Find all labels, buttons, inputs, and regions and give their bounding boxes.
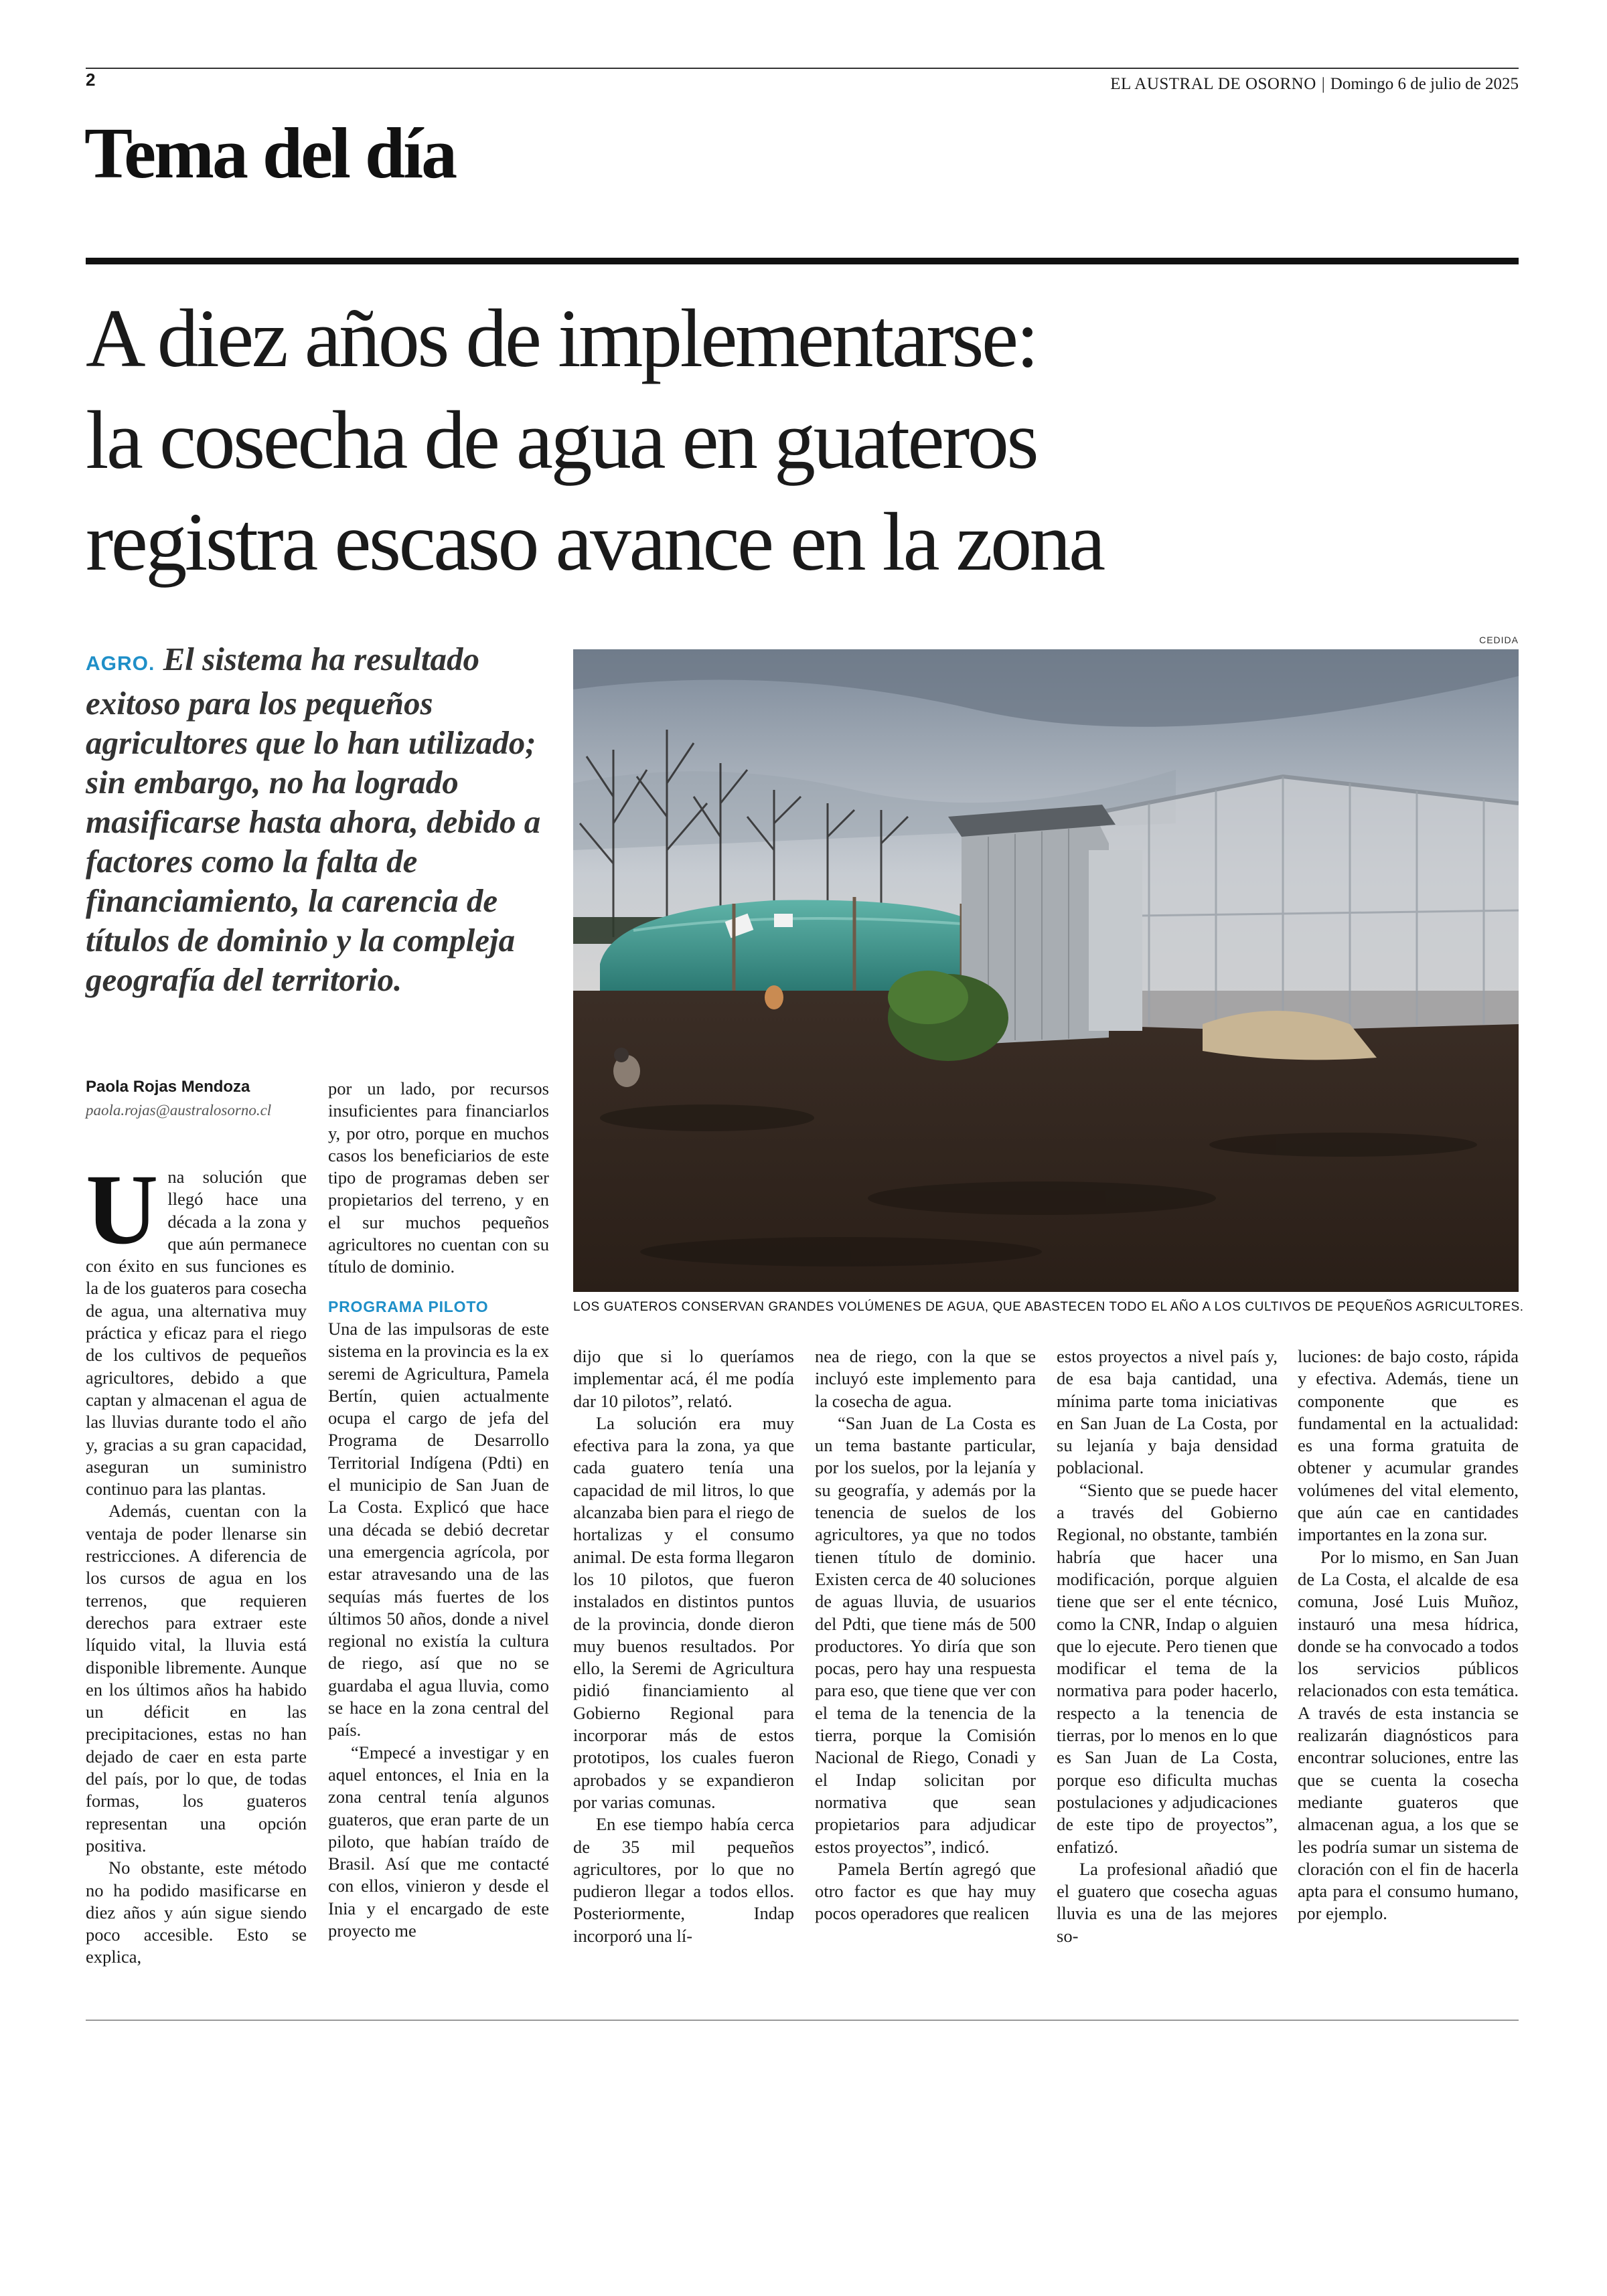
body-column-4 bbox=[815, 1345, 1036, 1925]
masthead-separator: | bbox=[1321, 75, 1325, 93]
photo-credit: CEDIDA bbox=[1479, 635, 1519, 645]
masthead bbox=[1110, 75, 1519, 94]
paper-name: EL AUSTRAL DE OSORNO bbox=[1110, 75, 1316, 93]
body-paragraph: La profesional añadió que el guatero que cosecha aguas lluvia es una de las mejores so- bbox=[1057, 1858, 1278, 1946]
greenhouse-photo-illustration bbox=[573, 649, 1519, 1292]
body-paragraph: Pamela Bertín agregó que otro factor es que hay muy pocos operadores que realicen bbox=[815, 1858, 1036, 1924]
body-column-6 bbox=[1298, 1345, 1519, 1925]
section-rule bbox=[86, 258, 1519, 264]
lead-paragraph bbox=[86, 639, 548, 999]
lead-text: El sistema ha resultado exitoso para los pequeños agricultores que lo han utilizado; sin embargo, no ha logrado masificarse hasta ahora, debido a factores como la falta de financiamiento, la carencia de títulos de dominio y la compleja geografía del territorio. bbox=[86, 641, 541, 998]
article-photo bbox=[573, 649, 1519, 1292]
headline-line-2: la cosecha de agua en guateros bbox=[86, 394, 1037, 486]
body-paragraph: Además, cuentan con la ventaja de poder llenarse sin restricciones. A diferencia de los cursos de agua en los terrenos, que requieren derechos para extraer este líquido vital, la lluvia está disponible libremente. Aunque en los últimos años ha habido un déficit en las precipitaciones, estas no han dejado de caer en esta parte del país, por lo que, de todas formas, los guateros representan una opción positiva. bbox=[86, 1501, 307, 1856]
bottom-rule bbox=[86, 2020, 1519, 2021]
byline bbox=[86, 1078, 313, 1119]
drop-cap: U bbox=[86, 1154, 159, 1265]
body-paragraph: nea de riego, con la que se incluyó este implemento para la cosecha de agua. bbox=[815, 1346, 1036, 1411]
body-paragraph: Una de las impulsoras de este sistema en la provincia es la ex seremi de Agricultura, Pamela Bertín, quien actualmente ocupa el cargo de jefa del Programa de Desarrollo Territorial Indígena (Pdti) en el municipio de San Juan de La Costa. Explicó que hace una década se debió decretar una emergencia agrícola, por estar atravesando una de las sequías más fuertes de los últimos 50 años, donde a nivel regional no existía la cultura de riego, así que no se guardaba el agua lluvia, como se hace en la zona central del país. bbox=[328, 1318, 549, 1740]
body-paragraph: Por lo mismo, en San Juan de La Costa, el alcalde de esa comuna, José Luis Muñoz, instauró una mesa hídrica, donde se ha convocado a todos los servicios públicos relacionados con esta temática. A través de esta instancia se realizarán diagnósticos para encontrar soluciones, entre las que se cuenta la cosecha mediante guateros que almacenan agua, a los que se les podría sumar un sistema de cloración con el fin de hacerla apta para el consumo humano, por ejemplo. bbox=[1298, 1546, 1519, 1924]
headline bbox=[86, 288, 1519, 593]
body-paragraph: “Empecé a investigar y en aquel entonces, el Inia en la zona central tenía algunos guateros, que eran parte de un piloto, que habían traído de Brasil. Así que me contacté con ellos, vinieron y desde el Inia y el encargado de este proyecto me bbox=[328, 1742, 549, 1941]
body-paragraph: No obstante, este método no ha podido masificarse en diez años y aún sigue siendo poco accesible. Esto se explica, bbox=[86, 1858, 307, 1967]
headline-line-1: A diez años de implementarse: bbox=[86, 293, 1037, 384]
body-paragraph: luciones: de bajo costo, rápida y efectiva. Además, tiene un componente que es fundamental en la actualidad: es una forma gratuita de obtener y acumular grandes volúmenes del vital elemento, que aún cae en cantidades importantes en la zona sur. bbox=[1298, 1346, 1519, 1545]
author-email: paola.rojas@australosorno.cl bbox=[86, 1102, 272, 1119]
issue-date: Domingo 6 de julio de 2025 bbox=[1330, 75, 1519, 93]
body-paragraph: “San Juan de La Costa es un tema bastante particular, por los suelos, por la lejanía y su geografía, y además por la tenencia de suelos de los agricultores, ya que no todos tienen título de dominio. Existen cerca de 40 soluciones de aguas lluvia, de usuarios del Pdti, que tiene más de 500 productores. Yo diría que son pocas, pero hay una respuesta para eso, que tiene que ver con el tema de la tenencia de la tierra, porque la Comisión Nacional de Riego, Conadi y el Indap solicitan por normativa que sean propietarios para adjudicar estos proyectos”, indicó. bbox=[815, 1412, 1036, 1857]
section-title: Tema del día bbox=[84, 114, 456, 193]
body-paragraph: La solución era muy efectiva para la zona, ya que cada guatero tenía una capacidad de mil litros, lo que alcanzaba bien para el riego de hortalizas y el consumo animal. De esta forma llegaron los 10 pilotos, que fueron instalados en distintos puntos de la provincia, donde dieron muy buenos resultados. Por ello, la Seremi de Agricultura pidió financiamiento al Gobierno Regional para incorporar más de estos prototipos, los cuales fueron aprobados y se expandieron por varias comunas. bbox=[573, 1412, 794, 1812]
photo-caption: LOS GUATEROS CONSERVAN GRANDES VOLÚMENES DE AGUA, QUE ABASTECEN TODO EL AÑO A LOS CULTIVOS DE PEQUEÑOS AGRICULTORES. bbox=[573, 1300, 1524, 1314]
body-column-5 bbox=[1057, 1345, 1278, 1947]
top-rule bbox=[86, 68, 1519, 69]
page-number: 2 bbox=[86, 70, 96, 90]
body-paragraph: estos proyectos a nivel país y, de esa baja cantidad, una mínima parte toma iniciativas en San Juan de La Costa, por su lejanía y baja densidad poblacional. bbox=[1057, 1346, 1278, 1478]
body-paragraph: dijo que si lo queríamos implementar acá, él me podía dar 10 pilotos”, relató. bbox=[573, 1346, 794, 1411]
subhead: PROGRAMA PILOTO bbox=[328, 1297, 489, 1315]
body-column-1 bbox=[86, 1154, 307, 1969]
author-name: Paola Rojas Mendoza bbox=[86, 1078, 250, 1096]
body-paragraph: “Siento que se puede hacer a través del Gobierno Regional, no obstante, también habría que hacer una modificación, porque alguien tiene que ser el ente técnico, como la CNR, Indap o alguien que lo ejecute. Pero tienen que modificar el tema de la normativa para poder hacerlo, respecto a la tenencia de tierras, por lo menos en lo que es San Juan de La Costa, porque eso dificulta muchas postulaciones y adjudicaciones de este tipo de proyectos”, enfatizó. bbox=[1057, 1479, 1278, 1857]
body-column-2 bbox=[328, 1078, 549, 1942]
body-paragraph: En ese tiempo había cerca de 35 mil pequeños agricultores, por lo que no pudieron llegar a todos ellos. Posteriormente, Indap incorporó una lí- bbox=[573, 1814, 794, 1946]
headline-line-3: registra escaso avance en la zona bbox=[86, 496, 1103, 588]
body-paragraph: na solución que llegó hace una década a la zona y que aún permanece con éxito en sus funciones es la de los guateros para cosecha de agua, una alternativa muy práctica y eficaz para el riego de los cultivos de pequeños agricultores, debido a que captan y almacenan el agua de las lluvias durante todo el año y, gracias a su gran capacidad, aseguran un suministro continuo para las plantas. bbox=[86, 1167, 307, 1499]
body-column-3 bbox=[573, 1345, 794, 1947]
body-paragraph: por un lado, por recursos insuficientes para financiarlos y, por otro, porque en muchos casos los beneficiarios de este tipo de programas deben ser propietarios del terreno, y en el sur muchos pequeños agricultores no cuentan con su título de dominio. bbox=[328, 1078, 549, 1277]
lead-kicker: AGRO. bbox=[86, 653, 155, 675]
